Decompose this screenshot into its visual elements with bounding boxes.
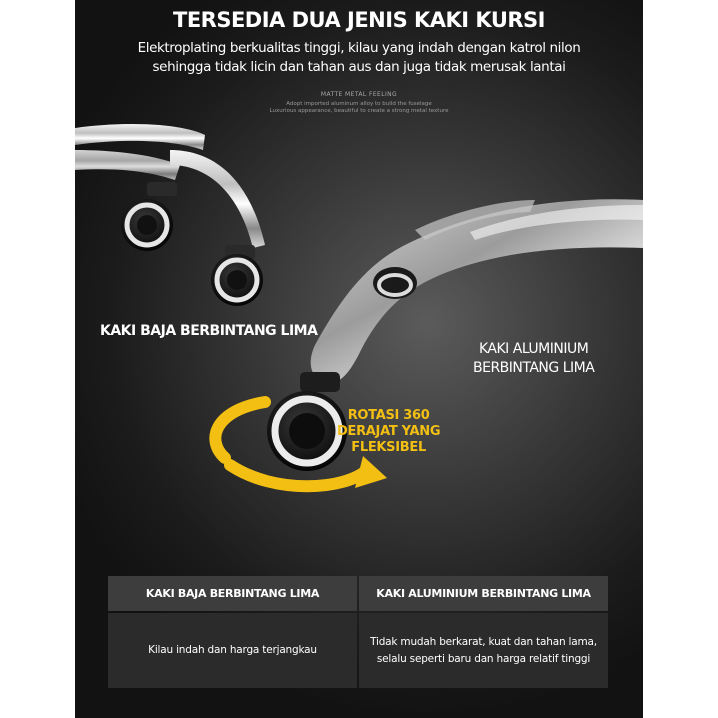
cell-text: selalu seperti baru dan harga relatif tinggi — [376, 652, 591, 665]
cell-text: Kilau indah dan harga terjangkau — [148, 644, 317, 656]
small-heading: MATTE METAL FEELING — [320, 91, 398, 98]
table-cell-aluminium — [359, 613, 608, 688]
aluminium-label-line: BERBINTANG LIMA — [473, 360, 595, 376]
aluminium-leg-label — [473, 340, 594, 378]
page-subtitle — [75, 39, 643, 77]
table-cell-steel — [108, 613, 357, 688]
comparison-table — [108, 576, 608, 686]
rotation-label-line: ROTASI 360 — [347, 408, 430, 423]
steel-leg-label: KAKI BAJA BERBINTANG LIMA — [100, 323, 318, 339]
rotation-label — [337, 408, 440, 456]
cell-text: Tidak mudah berkarat, kuat dan tahan lama, — [370, 635, 597, 648]
aluminium-leg-image — [267, 199, 643, 471]
caption-line: Luxurious appearance, beautiful to create a strong metal texture — [269, 108, 449, 114]
aluminium-label-line: KAKI ALUMINIUM — [478, 341, 589, 357]
page-title: TERSEDIA DUA JENIS KAKI KURSI — [173, 8, 545, 32]
product-feature-panel — [75, 0, 643, 718]
caption-line: Adopt imported aluminum alloy to build the fuselage — [286, 101, 432, 107]
subtitle-line: Elektroplating berkualitas tinggi, kilau yang indah dengan katrol nilon — [137, 40, 581, 56]
rotation-label-line: DERAJAT YANG — [337, 424, 441, 439]
steel-leg-image — [75, 124, 265, 306]
rotation-label-line: FLEKSIBEL — [351, 440, 426, 455]
table-header-aluminium: KAKI ALUMINIUM BERBINTANG LIMA — [359, 576, 608, 611]
subtitle-line: sehingga tidak licin dan tahan aus dan juga tidak merusak lantai — [152, 59, 566, 75]
small-caption — [75, 101, 643, 115]
table-header-steel: KAKI BAJA BERBINTANG LIMA — [108, 576, 357, 611]
